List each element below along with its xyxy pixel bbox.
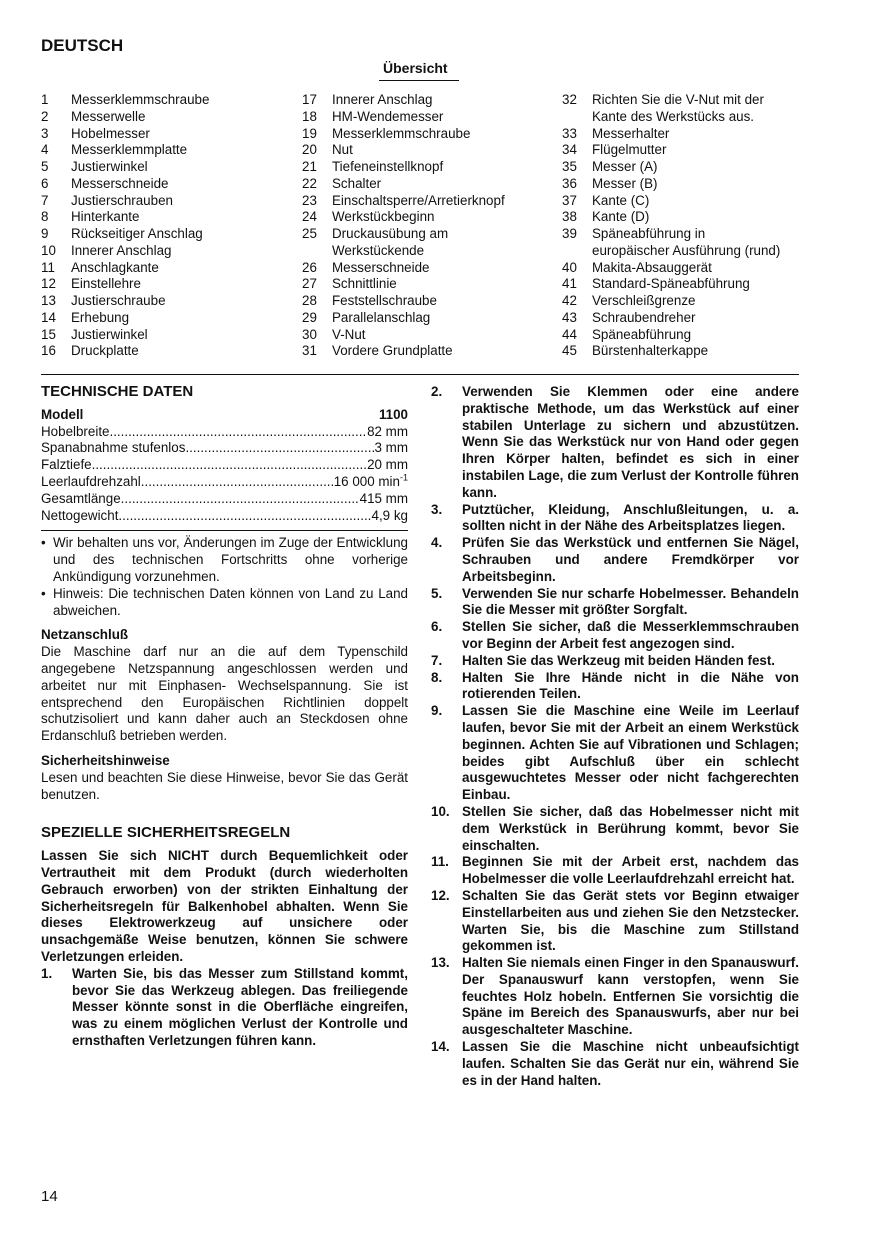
- overview-item-label: Kante (D): [592, 209, 650, 225]
- overview-item-number: 38: [562, 209, 577, 225]
- overview-item-label: Innerer Anschlag: [71, 242, 172, 258]
- spec-value-text: 3 mm: [374, 440, 408, 456]
- overview-item-number: 21: [302, 159, 317, 174]
- overview-item-number: 1: [41, 92, 49, 107]
- overview-item-number: 13: [41, 293, 56, 308]
- overview-item: [302, 176, 552, 193]
- overview-item-number: 2: [41, 108, 49, 124]
- safety-rule-number: 10.: [431, 803, 450, 819]
- safety-rule-text: Schalten Sie das Gerät stets vor Beginn etwaiger Einstellarbeiten aus und ziehen Sie den Netzstecker. Warten Sie, bis die Maschine zum Stillstand gekommen ist.: [462, 887, 799, 954]
- spec-value-text: 16 000 min: [333, 473, 400, 489]
- spec-value: [367, 457, 408, 474]
- overview-item: [302, 159, 552, 176]
- overview-item: [302, 109, 552, 126]
- rules-list-right: [431, 384, 799, 1089]
- overview-item: [302, 226, 552, 243]
- safety-rule-item: [431, 703, 799, 804]
- overview-item-label: Messerklemmschraube: [71, 92, 210, 107]
- safety-rule-item: [431, 535, 799, 585]
- safety-rule-item: [431, 670, 799, 704]
- overview-item-label: Schraubendreher: [592, 309, 696, 325]
- overview-item-label: Schalter: [332, 175, 382, 191]
- overview-item-label: Richten Sie die V-Nut mit der: [592, 92, 764, 107]
- safety-rule-number: 12.: [431, 887, 450, 903]
- overview-item: [41, 327, 291, 344]
- overview-item: [562, 243, 822, 260]
- overview-item-number: 41: [562, 276, 577, 292]
- spec-value: [372, 508, 408, 525]
- overview-underline: [379, 80, 459, 81]
- bullet-icon: •: [41, 535, 46, 551]
- safety-rule-text: Lassen Sie die Maschine eine Weile im Leerlauf laufen, bevor Sie mit der Arbeit an einem Werkstück beginnen. Achten Sie auf Vibrationen und Schlagen; beides gibt Aufschluß über ein schlecht ausgewuchtetes Messer oder nicht fachgerechten Einbau.: [462, 703, 799, 803]
- overview-item: [41, 276, 291, 293]
- overview-item-number: 29: [302, 309, 317, 325]
- overview-item: [562, 276, 822, 293]
- overview-item-number: 24: [302, 209, 317, 225]
- overview-item: [562, 193, 822, 210]
- overview-item-label: Nut: [332, 142, 353, 158]
- bullet-icon: •: [41, 585, 46, 601]
- overview-item-number: 43: [562, 309, 577, 325]
- overview-item-label: Makita-Absauggerät: [592, 259, 712, 275]
- spec-value-text: 82 mm: [367, 423, 408, 439]
- overview-item-label: HM-Wendemesser: [332, 108, 444, 124]
- overview-item-label: Werkstückende: [332, 242, 425, 258]
- safety-rule-item: [431, 955, 799, 1039]
- overview-item-label: Einschaltsperre/Arretierknopf: [332, 192, 505, 208]
- spec-model-value: 1100: [378, 406, 408, 422]
- overview-item: [41, 226, 291, 243]
- overview-item-number: 15: [41, 326, 56, 342]
- overview-item: [562, 343, 822, 360]
- overview-item-number: 3: [41, 125, 49, 141]
- spec-leader-dots: [185, 440, 374, 457]
- overview-item-number: 31: [302, 343, 317, 359]
- overview-item-number: 9: [41, 226, 49, 241]
- overview-item-label: Tiefeneinstellknopf: [332, 159, 444, 174]
- overview-item-number: 37: [562, 192, 577, 208]
- overview-item-number: 10: [41, 242, 56, 258]
- overview-item-label: Bürstenhalterkappe: [592, 343, 709, 359]
- overview-item: [41, 126, 291, 143]
- overview-item: [41, 176, 291, 193]
- overview-item: [41, 109, 291, 126]
- safety-rule-text: Stellen Sie sicher, daß die Messerklemmschrauben vor Beginn der Arbeit fest angezogen sind.: [462, 619, 799, 651]
- overview-item: [302, 260, 552, 277]
- safety-rule-number: 6.: [431, 619, 443, 635]
- safety-rule-item: [431, 586, 799, 620]
- safety-rule-text: Verwenden Sie Klemmen oder eine andere praktische Methode, um das Werkstück auf einer stabilen Unterlage zu sichern und abzustützen. Wenn Sie das Werkstück nur von Hand oder gegen Ihren Körper halten, befindet es sich in einer instabilen Lage, die zum Verlust der Kontrolle führen kann.: [462, 384, 799, 500]
- overview-item-number: 6: [41, 175, 49, 191]
- overview-item-label: Messer (B): [592, 175, 658, 191]
- overview-item-label: Justierschraube: [71, 293, 166, 308]
- language-heading: DEUTSCH: [41, 36, 124, 55]
- overview-item-label: Späneabführung in: [592, 226, 706, 241]
- overview-item: [302, 343, 552, 360]
- overview-item-label: Parallelanschlag: [332, 309, 431, 325]
- overview-item: [562, 142, 822, 159]
- overview-item-number: 23: [302, 192, 317, 208]
- overview-item-label: Innerer Anschlag: [332, 92, 433, 107]
- spec-value-text: 415 mm: [359, 490, 408, 506]
- safety-rule-item: [431, 854, 799, 888]
- overview-item-label: Messerschneide: [332, 259, 430, 275]
- rules-list-left: [41, 966, 408, 1050]
- overview-item-number: 8: [41, 209, 49, 225]
- page-number: 14: [41, 1188, 58, 1205]
- overview-item: [41, 193, 291, 210]
- overview-item: [562, 327, 822, 344]
- overview-item: [41, 293, 291, 310]
- safety-rule-item: [431, 653, 799, 670]
- overview-item-number: 4: [41, 142, 49, 158]
- overview-item: [302, 126, 552, 143]
- tech-note-item: [41, 535, 408, 585]
- spec-model-row: [41, 407, 408, 424]
- tech-notes: [41, 535, 408, 619]
- safety-rule-number: 2.: [431, 384, 443, 399]
- overview-item: [41, 159, 291, 176]
- overview-item-number: 44: [562, 326, 577, 342]
- overview-item: [302, 310, 552, 327]
- safety-rule-text: Halten Sie Ihre Hände nicht in die Nähe von rotierenden Teilen.: [462, 669, 799, 702]
- overview-item-label: Kante (C): [592, 192, 650, 208]
- overview-item-label: Schnittlinie: [332, 276, 397, 292]
- overview-item-number: 12: [41, 276, 56, 292]
- spec-value-text: 20 mm: [367, 457, 408, 473]
- overview-item: [302, 142, 552, 159]
- overview-item-label: Hinterkante: [71, 209, 140, 225]
- overview-item-label: Vordere Grundplatte: [332, 343, 453, 359]
- overview-item: [302, 209, 552, 226]
- overview-item-number: 30: [302, 326, 317, 342]
- overview-item-label: europäischer Ausführung (rund): [592, 242, 781, 258]
- safety-rule-number: 9.: [431, 703, 443, 719]
- overview-item: [562, 310, 822, 327]
- overview-item: [302, 276, 552, 293]
- safety-rule-item: [431, 1039, 799, 1089]
- spec-value: [334, 474, 408, 491]
- overview-item: [41, 142, 291, 159]
- safety-rule-text: Halten Sie das Werkzeug mit beiden Händen fest.: [462, 652, 776, 668]
- spec-leader-dots: [121, 491, 360, 508]
- overview-item-number: 32: [562, 92, 577, 107]
- overview-item-number: 39: [562, 226, 577, 241]
- overview-item-label: Druckplatte: [71, 343, 139, 359]
- tech-note-item: [41, 586, 408, 620]
- spec-row: [41, 474, 408, 491]
- overview-item-label: Druckausübung am: [332, 226, 449, 241]
- overview-item-number: 35: [562, 159, 577, 174]
- safety-heading: Sicherheitshinweise: [41, 752, 170, 768]
- spec-table: [41, 424, 408, 525]
- overview-item: [302, 327, 552, 344]
- overview-item: [41, 92, 291, 109]
- overview-item: [562, 109, 822, 126]
- overview-item-label: Späneabführung: [592, 326, 692, 342]
- overview-item-number: 20: [302, 142, 317, 158]
- safety-rule-item: [431, 384, 799, 502]
- spec-value-unit-exponent: -1: [399, 472, 408, 483]
- overview-item: [562, 226, 822, 243]
- overview-item: [41, 343, 291, 360]
- spec-value: [367, 424, 408, 441]
- safety-rule-text: Beginnen Sie mit der Arbeit erst, nachdem das Hobelmesser die volle Leerlaufdrehzahl erreicht hat.: [462, 854, 799, 887]
- overview-item: [562, 159, 822, 176]
- special-rules-heading: SPEZIELLE SICHERHEITSREGELN: [41, 824, 291, 842]
- safety-rule-item: [431, 619, 799, 653]
- overview-item-number: 42: [562, 293, 577, 308]
- overview-item-number: 28: [302, 293, 317, 308]
- safety-rule-text: Stellen Sie sicher, daß das Hobelmesser nicht mit dem Werkstück in Berührung kommt, bevor Sie einschalten.: [462, 803, 799, 853]
- overview-item-number: 14: [41, 309, 56, 325]
- safety-rule-number: 13.: [431, 955, 450, 971]
- spec-row: [41, 508, 408, 525]
- safety-rule-number: 4.: [431, 535, 443, 551]
- overview-item: [562, 260, 822, 277]
- overview-item-label: Kante des Werkstücks aus.: [592, 108, 755, 124]
- safety-rule-number: 1.: [41, 965, 53, 981]
- overview-item-label: Messerhalter: [592, 125, 670, 141]
- overview-item-number: 26: [302, 259, 317, 275]
- overview-item-label: Hobelmesser: [71, 125, 150, 141]
- safety-rule-text: Prüfen Sie das Werkstück und entfernen Sie Nägel, Schrauben und andere Fremdkörper vor Arbeitsbeginn.: [462, 535, 799, 584]
- spec-leader-dots: [118, 508, 371, 525]
- overview-item-number: 45: [562, 343, 577, 359]
- overview-item: [41, 310, 291, 327]
- overview-item: [302, 92, 552, 109]
- safety-rule-number: 7.: [431, 652, 443, 668]
- overview-item: [302, 293, 552, 310]
- tech-note-text: Wir behalten uns vor, Änderungen im Zuge der Entwicklung und des technischen Fortschritts ohne vorherige Ankündigung vorzunehmen.: [53, 535, 408, 584]
- safety-rule-item: [41, 966, 408, 1050]
- spec-value-text: 4,9 kg: [371, 507, 408, 523]
- overview-item-number: 7: [41, 192, 49, 208]
- safety-rule-number: 8.: [431, 669, 443, 685]
- overview-item-number: 5: [41, 159, 49, 174]
- safety-rule-text: Verwenden Sie nur scharfe Hobelmesser. Behandeln Sie die Messer mit größter Sorgfalt.: [462, 585, 799, 618]
- overview-item: [302, 193, 552, 210]
- overview-item: [562, 176, 822, 193]
- overview-item: [302, 243, 552, 260]
- overview-item: [562, 92, 822, 109]
- overview-item-number: 22: [302, 175, 317, 191]
- overview-item-number: 25: [302, 226, 317, 241]
- overview-list-col1: [41, 92, 291, 360]
- spec-value: [375, 440, 408, 457]
- spec-value: [360, 491, 408, 508]
- overview-list-col2: [302, 92, 552, 360]
- overview-item-number: 33: [562, 125, 577, 141]
- overview-list-col3: [562, 92, 822, 360]
- spec-leader-dots: [141, 474, 334, 491]
- spec-row: [41, 457, 408, 474]
- spec-leader-dots: [92, 457, 367, 474]
- overview-item-number: [302, 243, 332, 260]
- overview-item-label: Werkstückbeginn: [332, 209, 435, 225]
- safety-rule-number: 5.: [431, 585, 443, 601]
- overview-item-label: Anschlagkante: [71, 259, 159, 275]
- special-rules-intro: Lassen Sie sich NICHT durch Bequemlichkeit oder Vertrautheit mit dem Produkt (durch wiederholten Gebrauch erworben) von der strikten Einhaltung der Sicherheitsregeln für Balkenhobel abhalten. Wenn Sie dieses Elektrowerkzeug auf unsichere oder unsachgemäße Weise benutzen, können Sie schwere Verletzungen erleiden.: [41, 848, 408, 964]
- overview-item-label: Verschleißgrenze: [592, 293, 696, 308]
- overview-item-label: Justierwinkel: [71, 159, 148, 174]
- overview-item-label: V-Nut: [332, 326, 366, 342]
- overview-item-number: [562, 243, 592, 260]
- overview-item: [562, 209, 822, 226]
- overview-item-label: Messerschneide: [71, 175, 169, 191]
- overview-item-number: 17: [302, 92, 317, 107]
- safety-rule-number: 3.: [431, 501, 443, 517]
- tech-data-heading: TECHNISCHE DATEN: [41, 383, 194, 400]
- overview-item: [562, 293, 822, 310]
- overview-item-number: 36: [562, 175, 577, 191]
- overview-item-label: Einstellehre: [71, 276, 141, 292]
- overview-item-number: 11: [41, 259, 55, 275]
- spec-row: [41, 491, 408, 508]
- spec-label: Hobelbreite: [41, 423, 110, 439]
- overview-item-label: Messer (A): [592, 159, 658, 174]
- overview-item-label: Justierwinkel: [71, 326, 148, 342]
- spec-divider: [41, 530, 408, 531]
- overview-item-label: Messerklemmplatte: [71, 142, 188, 158]
- safety-rule-text: Halten Sie niemals einen Finger in den Spanauswurf. Der Spanauswurf kann verstopfen, wenn Sie feuchtes Holz hobeln. Entfernen Sie vorsichtig die Späne im Bereich des Spanauswurfs, aber nur bei ausgeschalteter Maschine.: [462, 955, 799, 1038]
- overview-item: [41, 260, 291, 277]
- overview-item: [41, 209, 291, 226]
- overview-item-number: 19: [302, 125, 317, 141]
- safety-text: Lesen und beachten Sie diese Hinweise, bevor Sie das Gerät benutzen.: [41, 769, 408, 802]
- spec-label: Spanabnahme stufenlos: [41, 440, 186, 456]
- spec-row: [41, 424, 408, 441]
- left-column: [41, 384, 408, 1050]
- tech-note-text: Hinweis: Die technischen Daten können von Land zu Land abweichen.: [53, 585, 408, 618]
- safety-rule-text: Warten Sie, bis das Messer zum Stillstand kommt, bevor Sie das Werkzeug ablegen. Das freiliegende Messer könnte sonst in die Oberfläche eingreifen, was zu einem möglichen Verlust der Kontrolle und ernsthaften Verletzungen führen kann.: [72, 965, 408, 1048]
- power-heading: Netzanschluß: [41, 627, 129, 643]
- spec-model-label: Modell: [41, 406, 84, 422]
- overview-item: [41, 243, 291, 260]
- safety-rule-item: [431, 502, 799, 536]
- overview-item-number: 18: [302, 108, 317, 124]
- section-divider: [41, 374, 799, 375]
- spec-label: Falztiefe: [41, 457, 92, 473]
- overview-item-number: 27: [302, 276, 317, 292]
- safety-rule-text: Lassen Sie die Maschine nicht unbeaufsichtigt laufen. Schalten Sie das Gerät nur ein, während Sie es in der Hand halten.: [462, 1039, 799, 1088]
- power-text: Die Maschine darf nur an die auf dem Typenschild angegebene Netzspannung angeschlossen werden und arbeitet nur mit Einphasen- Wechselspannung. Sie ist entsprechend den Europäischen Richtlinien doppelt schutzisoliert und kann daher auch an Steckdosen ohne Erdanschluß betrieben werden.: [41, 644, 408, 744]
- overview-title: Übersicht: [383, 60, 448, 76]
- safety-rule-item: [431, 804, 799, 854]
- spec-label: Leerlaufdrehzahl: [41, 473, 141, 489]
- spec-label: Gesamtlänge: [41, 490, 121, 506]
- safety-rule-number: 14.: [431, 1039, 450, 1055]
- overview-item: [562, 126, 822, 143]
- overview-item-label: Standard-Späneabführung: [592, 276, 750, 292]
- right-column: [431, 384, 799, 1089]
- spec-label: Nettogewicht: [41, 507, 119, 523]
- overview-item-label: Messerklemmschraube: [332, 125, 471, 141]
- spec-row: [41, 440, 408, 457]
- overview-item-number: 40: [562, 259, 577, 275]
- spec-leader-dots: [109, 424, 367, 441]
- overview-item-label: Justierschrauben: [71, 192, 173, 208]
- overview-item-label: Erhebung: [71, 309, 130, 325]
- overview-item-label: Feststellschraube: [332, 293, 437, 308]
- safety-rule-item: [431, 888, 799, 955]
- overview-item-label: Rückseitiger Anschlag: [71, 226, 203, 241]
- safety-rule-number: 11.: [431, 854, 449, 870]
- overview-item-number: 16: [41, 343, 56, 359]
- overview-item-number: [562, 109, 592, 126]
- overview-item-label: Messerwelle: [71, 108, 146, 124]
- safety-rule-text: Putztücher, Kleidung, Anschlußleitungen, u. a. sollten nicht in der Nähe des Arbeitsplatzes liegen.: [462, 501, 799, 534]
- overview-item-number: 34: [562, 142, 577, 158]
- overview-item-label: Flügelmutter: [592, 142, 667, 158]
